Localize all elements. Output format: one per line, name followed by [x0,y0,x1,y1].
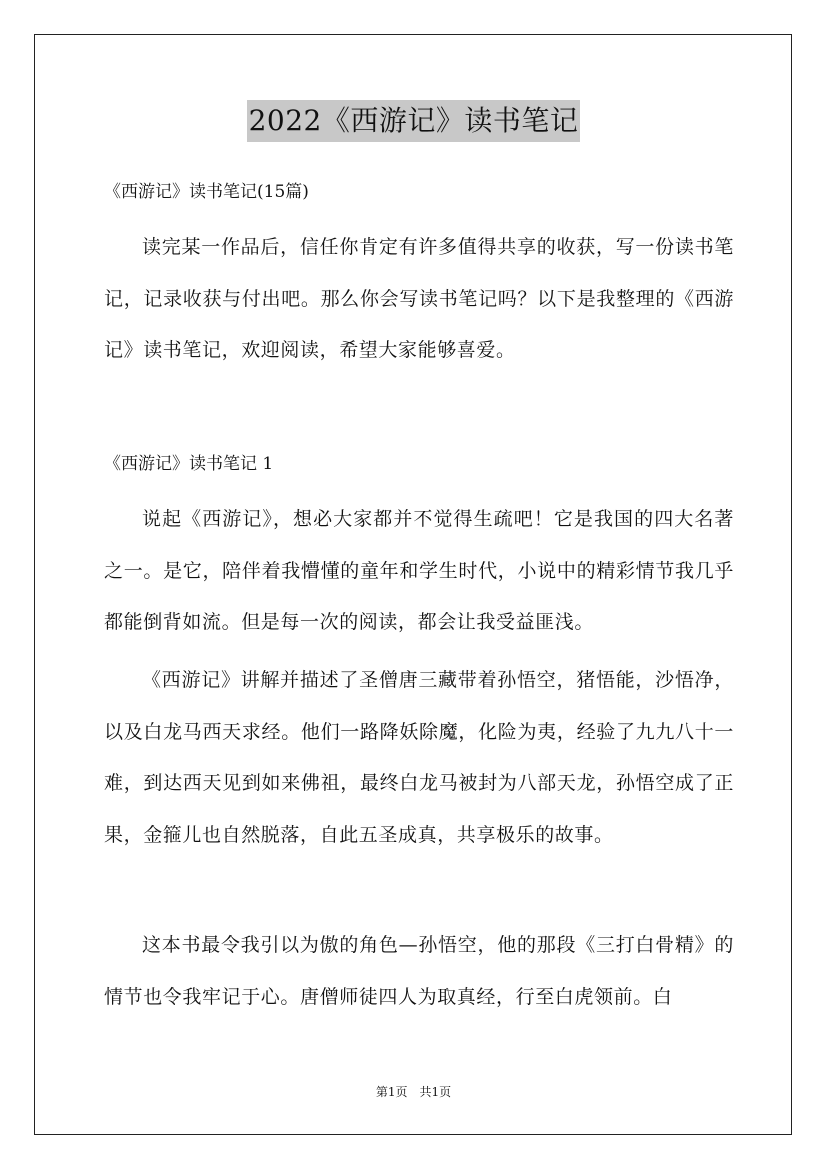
body-paragraph-1: 说起《西游记》，想必大家都并不觉得生疏吧！它是我国的四大名著之一。是它，陪伴着我懵懂的童年和学生时代，小说中的精彩情节我几乎都能倒背如流。但是每一次的阅读，都会让我受益匪浅。 [104,508,734,633]
intro-paragraph: 读完某一作品后，信任你肯定有许多值得共享的收获，写一份读书笔记，记录收获与付出吧。那么你会写读书笔记吗？以下是我整理的《西游记》读书笔记，欢迎阅读，希望大家能够喜爱。 [104,236,734,361]
title-wrap [0,100,827,142]
document-subtitle: 《西游记》读书笔记(15篇) [104,182,309,202]
body-paragraph-3: 这本书最令我引以为傲的角色—孙悟空，他的那段《三打白骨精》的情节也令我牢记于心。唐僧师徒四人为取真经，行至白虎领前。白 [104,934,734,1008]
section-heading-1: 《西游记》读书笔记 1 [104,454,274,474]
body-paragraph-2: 《西游记》讲解并描述了圣僧唐三藏带着孙悟空，猪悟能，沙悟净，以及白龙马西天求经。他们一路降妖除魔，化险为夷，经验了九九八十一难，到达西天见到如来佛祖，最终白龙马被封为八部天龙，孙悟空成了正果，金箍儿也自然脱落，自此五圣成真，共享极乐的故事。 [104,669,734,846]
page-footer: 第1页 共1页 [375,1085,452,1099]
document-title: 2022《西游记》读书笔记 [247,100,581,142]
